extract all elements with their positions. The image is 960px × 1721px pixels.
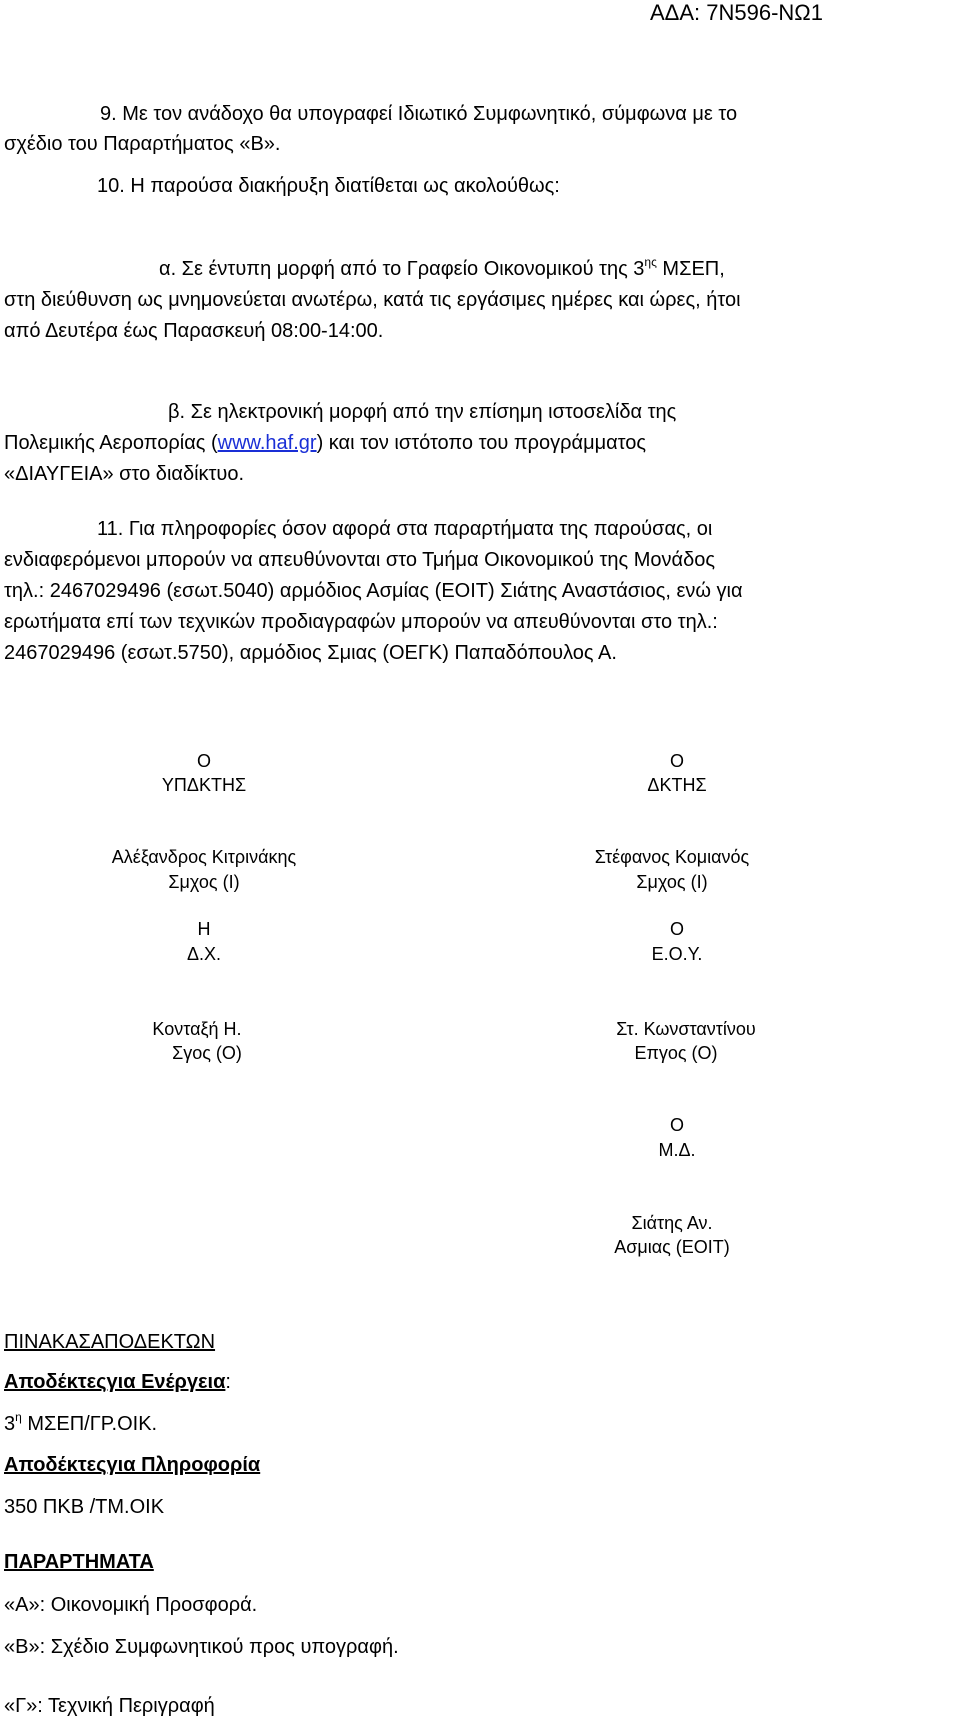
right-sign-name-2: Στ. Κωνσταντίνου bbox=[616, 1019, 756, 1039]
right-sign-title: ΔΚΤΗΣ bbox=[647, 775, 707, 795]
item-11-line-3: τηλ.: 2467029496 (εσωτ.5040) αρμόδιος Ασμίας (ΕΟΙΤ) Σιάτης Αναστάσιος, ενώ για bbox=[4, 580, 743, 602]
item-b-line-2-end: ) και τον ιστότοπο του προγράμματος bbox=[316, 432, 647, 454]
annex-b: «Β»: Σχέδιο Συμφωνητικού προς υπογραφή. bbox=[4, 1636, 399, 1658]
item-11-line-2: ενδιαφερόμενοι μπορούν να απευθύνονται στο Τμήμα Οικονομικού της Μονάδος bbox=[4, 549, 715, 571]
right-sign-rank: Σμχος (Ι) bbox=[636, 872, 708, 892]
info-recipients-heading: Αποδέκτεςγια Πληροφορία bbox=[4, 1454, 261, 1476]
left-sign-name: Αλέξανδρος Κιτρινάκης bbox=[111, 847, 297, 867]
annexes-heading: ΠΑΡΑΡΤΗΜΑΤΑ bbox=[4, 1551, 154, 1573]
left-sign-title-2: Δ.Χ. bbox=[186, 944, 222, 964]
item-11-line-4: ερωτήματα επί των τεχνικών προδιαγραφών μπορούν να απευθύνονται στο τηλ.: bbox=[4, 611, 718, 633]
action-recipient-unit: ΜΣΕΠ/ΓΡ.ΟΙΚ. bbox=[21, 1413, 158, 1435]
right-sign-name-3: Σιάτης Αν. bbox=[631, 1213, 713, 1233]
right-sign-name: Στέφανος Κομιανός bbox=[594, 847, 750, 867]
item-a-line-1-text: α. Σε έντυπη μορφή από το Γραφείο Οικονομικού της 3 bbox=[159, 258, 645, 280]
item-b-line-2 bbox=[4, 433, 646, 453]
left-sign-title: ΥΠΔΚΤΗΣ bbox=[161, 775, 247, 795]
action-recipients-colon: : bbox=[225, 1371, 231, 1393]
left-sign-rank-2: Σγος (Ο) bbox=[172, 1043, 242, 1063]
info-recipient-item: 350 ΠΚΒ /ΤΜ.ΟΙΚ bbox=[4, 1496, 165, 1518]
item-a-line-1-end: ΜΣΕΠ, bbox=[656, 258, 725, 280]
annex-a: «Α»: Οικονομική Προσφορά. bbox=[4, 1594, 258, 1616]
item-a-line-1 bbox=[159, 255, 725, 280]
right-sign-article-3: Ο bbox=[669, 1115, 685, 1135]
right-sign-article: Ο bbox=[669, 751, 685, 771]
right-sign-rank-2: Επγος (Ο) bbox=[634, 1043, 718, 1063]
action-recipient-item bbox=[4, 1410, 158, 1435]
action-recipients-heading bbox=[4, 1372, 231, 1392]
right-sign-article-2: Ο bbox=[669, 919, 685, 939]
item-b-line-1: β. Σε ηλεκτρονική μορφή από την επίσημη ιστοσελίδα της bbox=[168, 401, 677, 423]
haf-website-link[interactable]: www.haf.gr bbox=[217, 432, 317, 454]
item-9-line-1: 9. Με τον ανάδοχο θα υπογραφεί Ιδιωτικό Συμφωνητικό, σύμφωνα με το bbox=[100, 103, 738, 125]
item-a-line-3: από Δευτέρα έως Παρασκευή 08:00-14:00. bbox=[4, 320, 384, 342]
item-a-sup: ης bbox=[644, 255, 657, 269]
left-sign-article-2: Η bbox=[197, 919, 211, 939]
item-b-line-2-text: Πολεμικής Αεροπορίας ( bbox=[4, 432, 218, 454]
action-recipients-label: Αποδέκτεςγια Ενέργεια bbox=[4, 1371, 226, 1393]
right-sign-rank-3: Ασμιας (ΕΟΙΤ) bbox=[614, 1237, 730, 1257]
right-sign-title-3: Μ.Δ. bbox=[658, 1140, 696, 1160]
right-sign-title-2: Ε.Ο.Υ. bbox=[651, 944, 703, 964]
annex-c: «Γ»: Τεχνική Περιγραφή bbox=[4, 1695, 215, 1717]
item-a-line-2: στη διεύθυνση ως μνημονεύεται ανωτέρω, κατά τις εργάσιμες ημέρες και ώρες, ήτοι bbox=[4, 289, 741, 311]
item-10-line-1: 10. Η παρούσα διακήρυξη διατίθεται ως ακολούθως: bbox=[97, 175, 560, 197]
left-sign-name-2: Κονταξή Η. bbox=[152, 1019, 242, 1039]
item-b-line-3: «ΔΙΑΥΓΕΙΑ» στο διαδίκτυο. bbox=[4, 463, 245, 485]
item-11-line-1: 11. Για πληροφορίες όσον αφορά στα παραρτήματα της παρούσας, οι bbox=[97, 518, 713, 540]
action-recipient-sup: η bbox=[15, 1410, 22, 1424]
distribution-heading: ΠΙΝΑΚΑΣΑΠΟΔΕΚΤΩΝ bbox=[4, 1331, 216, 1353]
ada-header: ΑΔΑ: 7Ν596-ΝΩ1 bbox=[650, 0, 823, 25]
item-11-line-5: 2467029496 (εσωτ.5750), αρμόδιος Σμιας (ΟΕΓΚ) Παπαδόπουλος Α. bbox=[4, 642, 617, 664]
left-sign-article: Ο bbox=[196, 751, 212, 771]
item-9-line-2: σχέδιο του Παραρτήματος «Β». bbox=[4, 133, 281, 155]
left-sign-rank: Σμχος (Ι) bbox=[168, 872, 240, 892]
action-recipient-number: 3 bbox=[4, 1413, 16, 1435]
